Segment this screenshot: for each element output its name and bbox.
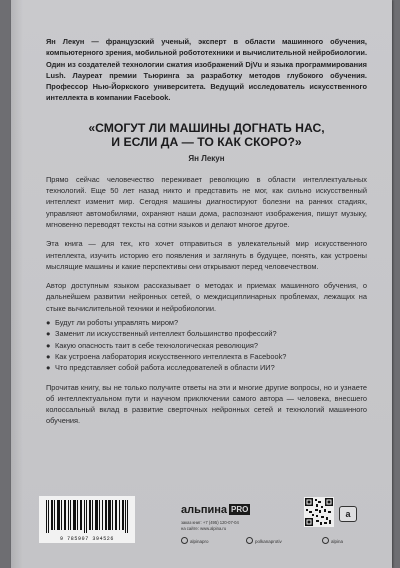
spine-shadow <box>11 0 23 568</box>
list-item <box>46 317 367 328</box>
list-item-text: Как устроена лаборатория искусственного интеллекта в Facebook? <box>55 351 287 361</box>
list-item <box>46 362 367 373</box>
qr-code-icon <box>304 497 334 527</box>
instagram-icon <box>322 537 329 544</box>
bullet-icon: ● <box>46 318 51 328</box>
paragraph-audience: Эта книга — для тех, кто хочет отправиться в увлекательный мир искусственного интеллекта, изучить историю его появления и заглянуть в будущее, понять, как устроены мыслящие машины и какие перспективы они открывают перед человечеством. <box>46 239 367 271</box>
instagram-icon <box>246 537 253 544</box>
instagram-icon <box>181 537 188 544</box>
publisher-suffix: PRO <box>231 505 249 514</box>
publisher-badge-icon: a <box>339 506 357 522</box>
publisher-name: альпина <box>181 504 228 516</box>
paragraph-topics: Автор доступным языком рассказывает о методах и приемах машинного обучения, о дальнейшем развитии нейронных сетей, о междисциплинарных проблемах, лежащих на стыке вычислительной техники и нейробиологии. <box>46 281 367 313</box>
author-bio: Ян Лекун — французский ученый, эксперт в области машинного обучения, компьютерного зрения, мобильной робототехники и вычислительной нейробиологии. Один из создателей технологии сжатия изображений DjVu и языка программирования Lush. Лауреат премии Тьюринга за разработку методов глубокого обучения. Профессор Нью-Йоркского университета. Ведущий исследователь искусственного интеллекта в компании Facebook. <box>46 37 367 103</box>
question-list <box>46 317 367 373</box>
list-item-text: Какую опасность таит в себе технологическая революция? <box>55 340 258 350</box>
quote-author: Ян Лекун <box>188 153 225 163</box>
paragraph-intro: Прямо сейчас человечество переживает революцию в области интеллектуальных технологий. Еще 50 лет назад никто и представить не мог, как сильно искусственный интеллект изменит мир. Сегодня машины диагностируют болезни на ранних стадиях, управляют автомобилями, охраняют наши дома, распознают изображения, пишут музыку, мгновенно переводят тексты на сотни языков и делают многое другое. <box>46 174 367 229</box>
social-link <box>322 537 343 544</box>
publisher-logo <box>181 504 250 516</box>
list-item <box>46 328 367 339</box>
social-handle: alpinapro <box>190 539 209 544</box>
social-handle: polkanaprotiv <box>255 539 282 544</box>
list-item <box>46 351 367 362</box>
list-item-text: Будут ли роботы управлять миром? <box>55 318 179 328</box>
barcode <box>39 496 135 543</box>
bullet-icon: ● <box>46 363 51 373</box>
headline-quote <box>46 121 367 150</box>
list-item-text: Заменит ли искусственный интеллект большинство профессий? <box>55 329 277 339</box>
social-handle: alpina <box>331 539 344 544</box>
bullet-icon: ● <box>46 340 51 350</box>
cover-content <box>46 36 367 427</box>
contacts-site: на сайте: www.alpina.ru <box>181 525 227 531</box>
bullet-icon: ● <box>46 351 51 361</box>
barcode-number: 9 785907 394526 <box>59 536 114 542</box>
social-link <box>181 537 209 544</box>
quote-line-2: И ЕСЛИ ДА — ТО КАК СКОРО?» <box>111 135 302 150</box>
list-item-text: Что представляет собой работа исследователей в области ИИ? <box>55 363 275 373</box>
social-link <box>246 537 282 544</box>
paragraph-closing: Прочитав книгу, вы не только получите ответы на эти и многие другие вопросы, но и узнаете об интеллектуальном пути и научном приключении самого автора — человека, внесшего колоссальный вклад в развитие сверточных нейронных сетей и технологий машинного обучения. <box>46 382 367 426</box>
quote-line-1: «СМОГУТ ЛИ МАШИНЫ ДОГНАТЬ НАС, <box>88 120 325 135</box>
barcode-icon <box>44 500 130 533</box>
bullet-icon: ● <box>46 329 51 339</box>
publisher-contacts <box>181 520 239 531</box>
contacts-phone: заказ книг: +7 (495) 120-07-04 <box>181 520 239 525</box>
list-item <box>46 340 367 351</box>
book-back-cover <box>11 0 392 568</box>
